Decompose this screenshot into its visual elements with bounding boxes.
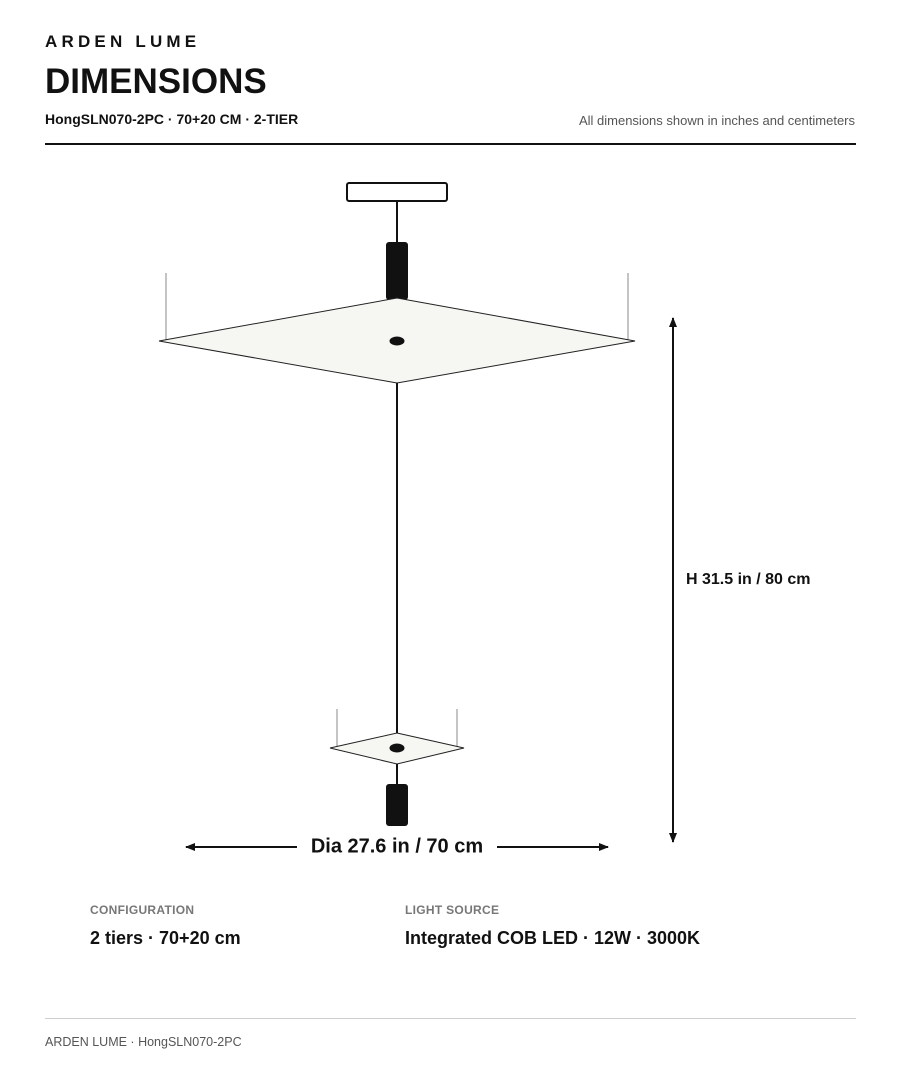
ceiling-canopy: [347, 183, 447, 201]
upper-tier-light: [390, 337, 405, 346]
light-source-label: LIGHT SOURCE: [405, 903, 500, 917]
upper-driver-housing: [386, 242, 408, 300]
footer-divider: [45, 1018, 856, 1019]
lower-driver-housing: [386, 784, 408, 826]
units-note: All dimensions shown in inches and centimeters: [578, 113, 855, 128]
lower-tier-light: [390, 744, 405, 753]
configuration-value: 2 tiers · 70+20 cm: [90, 928, 241, 948]
page-title: DIMENSIONS: [45, 62, 267, 101]
footer-text: ARDEN LUME · HongSLN070-2PC: [45, 1035, 242, 1049]
height-dimension-label: H 31.5 in / 80 cm: [686, 571, 811, 588]
configuration-label: CONFIGURATION: [90, 903, 195, 917]
brand-name: ARDEN LUME: [45, 32, 201, 51]
diameter-dimension-label: Dia 27.6 in / 70 cm: [310, 835, 484, 858]
product-subtitle: HongSLN070-2PC · 70+20 CM · 2-TIER: [45, 111, 299, 127]
light-source-value: Integrated COB LED · 12W · 3000K: [405, 928, 701, 948]
